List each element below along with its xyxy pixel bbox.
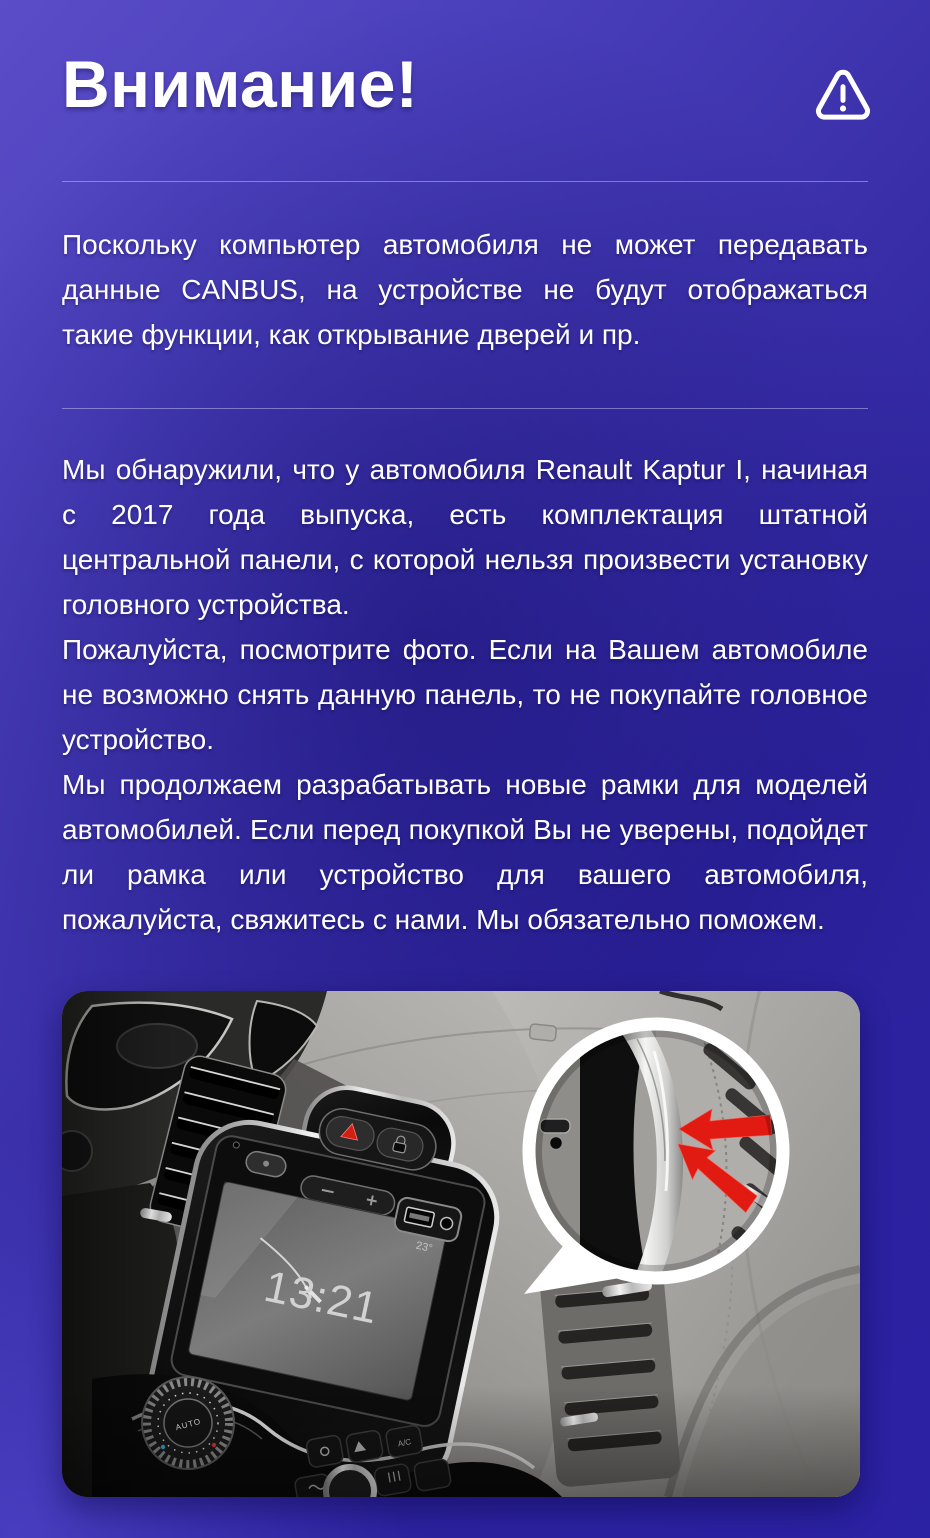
details-text	[62, 447, 868, 942]
dashboard-photo-svg	[62, 991, 860, 1497]
divider	[62, 181, 868, 182]
warning-triangle-icon	[814, 66, 872, 122]
page-title: Внимание!	[62, 47, 419, 121]
dashboard-photo	[62, 991, 860, 1497]
details-paragraph: Пожалуйста, посмотрите фото. Если на Вашем автомобиле не возможно снять данную панель, то не покупайте головное устройство.	[62, 634, 868, 755]
details-paragraph: Мы обнаружили, что у автомобиля Renault Kaptur I, начиная с 2017 года выпуска, есть комплектация штатной центральной панели, с которой нельзя произвести установку головного устройства.	[62, 454, 868, 620]
divider	[62, 408, 868, 409]
details-paragraph: Мы продолжаем разрабатывать новые рамки для моделей автомобилей. Если перед покупкой Вы не уверены, подойдет ли рамка или устройство для вашего автомобиля, пожалуйста, свяжитесь с нами. Мы обязательно поможем.	[62, 769, 868, 935]
intro-paragraph: Поскольку компьютер автомобиля не может передавать данные CANBUS, на устройстве не будут отображаться такие функции, как открывание дверей и пр.	[62, 229, 868, 350]
